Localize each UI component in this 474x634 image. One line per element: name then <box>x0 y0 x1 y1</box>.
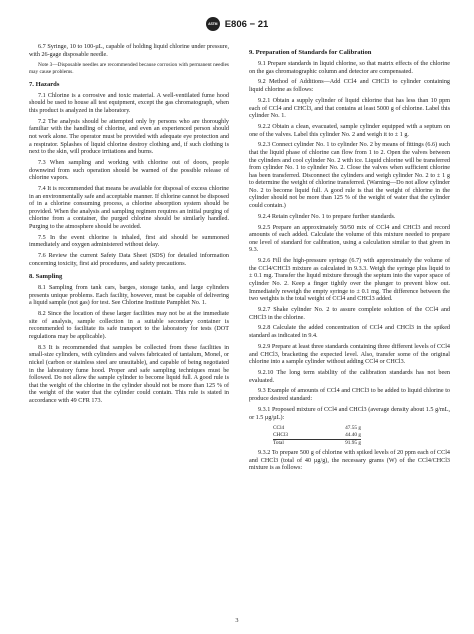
mixture-table <box>273 425 361 446</box>
left-paragraph: 7.6 Review the current Safety Data Sheet (SDS) for detailed information concerning toxicity, first aid procedures, and safety precautions. <box>29 253 229 267</box>
left-paragraph: 7.3 When sampling and working with chlorine out of doors, people downwind from such operation should be warned of the possible release of chlorine vapors. <box>29 160 229 182</box>
mixture-value: 47.55 g <box>345 425 361 432</box>
right-paragraph: 9.3.1 Proposed mixture of CCl4 and CHCl3 (average density about 1.5 g/mL, or 1.5 µg/µL): <box>249 406 450 421</box>
right-column <box>249 44 450 476</box>
astm-logo-icon <box>206 17 220 31</box>
right-paragraph: 9.2.2 Obtain a clean, evacuated, sample cylinder equipped with a septum on one of the valves. Label this cylinder No. 2 and weigh it to ± 1 g. <box>249 124 450 138</box>
left-paragraph: 7.4 It is recommended that means be available for disposal of excess chlorine in an environmentally safe and acceptable manner. If chlorine cannot be disposed of in a chlorine consuming process, a chlorine absorption system should be provided. When the analysis and sampling regimen requires an initial purging of chlorine from a container, the purged chlorine should be similarly handled. Purging to the atmosphere should be avoided. <box>29 186 229 230</box>
mixture-row <box>273 439 361 447</box>
mixture-value: 44.40 g <box>345 432 361 439</box>
left-paragraph: 8.1 Sampling from tank cars, barges, storage tanks, and large cylinders presents unique problems. Each facility, however, must be capable of delivering a liquid sample (not gas) for test. See Chlorine Institute Pamphlet No. 1. <box>29 285 229 307</box>
right-paragraph: 9.1 Prepare standards in liquid chlorine, so that matrix effects of the chlorine on the gas chromatographic column and detector are compensated. <box>249 61 450 75</box>
left-section-heading: 7. Hazards <box>29 80 60 88</box>
left-paragraph: 7.1 Chlorine is a corrosive and toxic material. A well-ventilated fume hood should be used to house all test equipment, except the gas chromatograph, when this product is analyzed in the laboratory. <box>29 92 229 114</box>
left-paragraph: 6.7 Syringe, 10 to 100-µL, capable of holding liquid chlorine under pressure, with 26-gage disposable needle. <box>29 44 229 58</box>
mixture-label: CHCl3 <box>273 432 289 439</box>
logo-text: ASTM <box>208 22 218 26</box>
right-paragraph: 9.2 Method of Additions—Add CCl4 and CHCl3 to cylinder containing liquid chlorine as follows: <box>249 79 450 94</box>
page-number: 3 <box>235 617 239 624</box>
left-note: Note 3—Disposable needles are recommended because corrosion with permanent needles may cause problems. <box>29 62 229 76</box>
left-section-heading: 8. Sampling <box>29 273 63 281</box>
mixture-label: CCl4 <box>273 425 285 432</box>
left-column <box>29 44 229 409</box>
right-paragraph: 9.2.5 Prepare an approximately 50/50 mix of CCl4 and CHCl3 and record amounts of each added. Calculate the volume of this mixture needed to prepare one level of standard for calibration, using a calculation similar to that given in 9.3. <box>249 224 450 254</box>
right-paragraph: 9.2.6 Fill the high-pressure syringe (6.7) with approximately the volume of the CCl4/CHCl3 mixture as calculated in 9.3.3. Weigh the syringe plus liquid to ± 0.1 mg. Transfer the liquid mixture through the septum into the vapor space of cylinder No. 2. Keep a finger tightly over the plunger to prevent blow out. Immediately reweigh the empty syringe to ± 0.1 mg. The difference between the two weights is the total weight of CCl4 and CHCl3 added. <box>249 258 450 303</box>
standard-designation: E806 − 21 <box>224 18 269 30</box>
right-paragraph: 9.2.10 The long term stability of the calibration standards has not been evaluated. <box>249 369 450 384</box>
right-paragraph: 9.3 Example of amounts of CCl4 and CHCl3 to be added to liquid chlorine to produce desired standard: <box>249 388 450 403</box>
right-paragraph: 9.2.3 Connect cylinder No. 1 to cylinder No. 2 by means of fittings (6.6) such that the liquid phase of chlorine can flow from 1 to 2. Open the valves between the cylinders and cool cylinder No. 2 with ice. Liquid chlorine will be transferred from cylinder No. 1 to cylinder No. 2. Close the valves when sufficient chlorine has been transferred. Disconnect the cylinders and weigh cylinder No. 2 to ± 1 g to determine the weight of chlorine transferred. (Warning—Do not allow cylinder No. 2 to become liquid full. A good rule is that the weight of chlorine in the cylinder should not be more than 125 % of the weight of water that the cylinder could contain.) <box>249 142 450 209</box>
mixture-row <box>273 425 361 432</box>
left-paragraph: 7.2 The analysis should be attempted only by persons who are thoroughly familiar with the handling of chlorine, and even an experienced person should not work alone. The operator must be provided with adequate eye protection and a respirator. Splashes of liquid chlorine destroy clothing and, if such clothing is next to the skin, will produce irritations and burns. <box>29 118 229 156</box>
left-paragraph: 8.2 Since the location of these larger facilities may not be at the immediate site of analysis, sample collection in a suitable secondary container is recommended to facilitate its safe transport to the laboratory for tests (DOT regulations may be applicable). <box>29 311 229 340</box>
left-paragraph: 8.3 It is recommended that samples be collected from these facilities in small-size cylinders, with cylinders and valves fabricated of tantalum, Monel, or nickel (carbon or stainless steel are unsuitable), and capable of being negotiated in the laboratory fume hood. Proper and safe sampling techniques must be followed. Do not allow the sample cylinder to become liquid full. A good rule is that the weight of the chlorine in the cylinder should not be more than 125 % of the weight of the water that the cylinder could contain. This rule is stated in accordance with 49 CFR 173. <box>29 344 229 404</box>
mixture-value: 91.95 g <box>345 439 361 446</box>
mixture-label: Total <box>273 439 284 446</box>
right-paragraph: 9.2.1 Obtain a supply cylinder of liquid chlorine that has less than 10 ppm each of CCl4 and CHCl3, and that contains at least 5000 g of chlorine. Label this cylinder No. 1. <box>249 97 450 120</box>
right-paragraph: 9.2.7 Shake cylinder No. 2 to assure complete solution of the CCl4 and CHCl3 in the chlorine. <box>249 306 450 321</box>
mixture-row <box>273 432 361 439</box>
page-header <box>0 16 474 32</box>
right-paragraph: 9.2.4 Retain cylinder No. 1 to prepare further standards. <box>258 213 396 220</box>
right-paragraph: 9.3.2 To prepare 500 g of chlorine with spiked levels of 20 ppm each of CCl4 and CHCl3 (total of 40 µg/g), the necessary grams (W) of the CCl4/CHCl3 mixture is as follows: <box>249 450 450 472</box>
right-section-heading: 9. Preparation of Standards for Calibration <box>249 49 372 56</box>
right-paragraph: 9.2.8 Calculate the added concentration of CCl4 and CHCl3 in the spiked standard as indicated in 9.4. <box>249 325 450 340</box>
right-paragraph: 9.2.9 Prepare at least three standards containing three different levels of CCl4 and CHCl3, bracketing the expected level. Also, transfer some of the original chlorine into a sample cylinder without adding CCl4 or CHCl3. <box>249 343 450 366</box>
left-paragraph: 7.5 In the event chlorine is inhaled, first aid should be summoned immediately and oxygen administered without delay. <box>29 234 229 249</box>
